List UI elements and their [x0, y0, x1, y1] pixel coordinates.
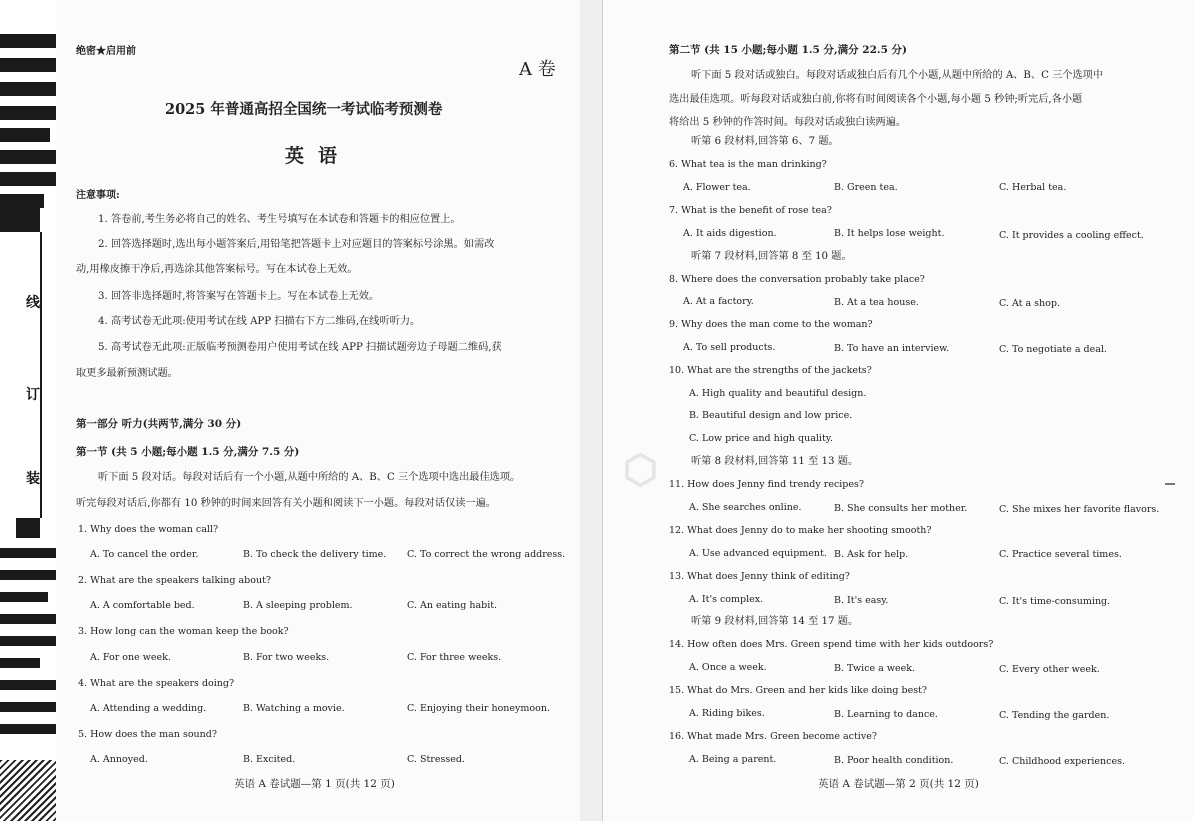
option-b: B. It helps lose weight. — [834, 228, 945, 239]
notice-title: 注意事项: — [76, 190, 120, 201]
edge-mark — [1165, 483, 1175, 485]
option-b: B. She consults her mother. — [834, 503, 968, 514]
question-text: 13. What does Jenny think of editing? — [669, 571, 850, 582]
question-text: 15. What do Mrs. Green and her kids like doing best? — [669, 685, 928, 696]
option-b: B. It's easy. — [834, 595, 889, 606]
option-b: B. At a tea house. — [834, 297, 919, 308]
option-a: A. High quality and beautiful design. — [689, 388, 867, 399]
exam-title: 2025 年普通高招全国统一考试临考预测卷 — [165, 101, 443, 118]
option-c: C. It's time-consuming. — [999, 596, 1111, 607]
paper-label: A 卷 — [519, 59, 556, 80]
option-a: A. Annoyed. — [90, 754, 148, 765]
question-text: 7. What is the benefit of rose tea? — [669, 205, 832, 216]
question-text: 16. What made Mrs. Green become active? — [669, 731, 877, 742]
binding-strip — [0, 0, 56, 821]
material-heading: 听第 9 段材料,回答第 14 至 17 题。 — [691, 616, 859, 627]
notice-line: 动,用橡皮擦干净后,再选涂其他答案标号。写在本试卷上无效。 — [76, 264, 358, 275]
option-b: B. A sleeping problem. — [243, 600, 353, 611]
question-text: 5. How does the man sound? — [78, 729, 217, 740]
question-text: 14. How often does Mrs. Green spend time with her kids outdoors? — [669, 639, 994, 650]
option-b: B. Ask for help. — [834, 549, 909, 560]
question-text: 9. Why does the man come to the woman? — [669, 319, 873, 330]
binding-mark-fold: 订 — [26, 387, 40, 403]
watermark-stamp: ⬡ — [623, 446, 658, 493]
notice-line: 2. 回答选择题时,选出每小题答案后,用铅笔把答题卡上对应题目的答案标号涂黑。如需改 — [98, 239, 495, 250]
option-c: C. Low price and high quality. — [689, 433, 833, 444]
option-a: A. Being a parent. — [689, 754, 777, 765]
option-a: A. To sell products. — [683, 342, 776, 353]
section-intro: 听完每段对话后,你都有 10 秒钟的时间来回答有关小题和阅读下一小题。每段对话仅读一遍。 — [76, 498, 496, 509]
option-a: A. At a factory. — [683, 296, 754, 307]
option-c: C. She mixes her favorite flavors. — [999, 504, 1160, 515]
option-c: C. It provides a cooling effect. — [999, 230, 1144, 241]
notice-line: 取更多最新预测试题。 — [76, 368, 178, 379]
option-b: B. Learning to dance. — [834, 709, 938, 720]
option-b: B. Twice a week. — [834, 663, 915, 674]
question-text: 11. How does Jenny find trendy recipes? — [669, 479, 864, 490]
option-c: C. For three weeks. — [407, 652, 502, 663]
question-text: 2. What are the speakers talking about? — [78, 575, 271, 586]
notice-line: 3. 回答非选择题时,将答案写在答题卡上。写在本试卷上无效。 — [98, 291, 380, 302]
option-b: B. To have an interview. — [834, 343, 950, 354]
question-text: 1. Why does the woman call? — [78, 524, 219, 535]
section-title: 第一节 (共 5 小题;每小题 1.5 分,满分 7.5 分) — [76, 446, 300, 458]
option-c: C. Herbal tea. — [999, 182, 1067, 193]
material-heading: 听第 8 段材料,回答第 11 至 13 题。 — [691, 456, 859, 467]
section-intro: 选出最佳选项。听每段对话或独白前,你将有时间阅读各个小题,每小题 5 秒钟;听完后,各小题 — [669, 94, 1083, 105]
option-b: B. Watching a movie. — [243, 703, 345, 714]
option-c: C. Every other week. — [999, 664, 1100, 675]
option-c: C. Stressed. — [407, 754, 465, 765]
page-footer: 英语 A 卷试题—第 1 页(共 12 页) — [234, 778, 395, 790]
option-c: C. Practice several times. — [999, 549, 1122, 560]
question-text: 12. What does Jenny do to make her shooting smooth? — [669, 525, 932, 536]
binding-mark-line: 线 — [26, 295, 40, 311]
option-c: C. At a shop. — [999, 298, 1060, 309]
section-title: 第二节 (共 15 小题;每小题 1.5 分,满分 22.5 分) — [669, 44, 908, 56]
exam-page-2 — [602, 0, 1193, 821]
option-c: C. Enjoying their honeymoon. — [407, 703, 551, 714]
question-text: 8. Where does the conversation probably take place? — [669, 274, 925, 285]
notice-line: 1. 答卷前,考生务必将自己的姓名、考生号填写在本试卷和答题卡的相应位置上。 — [98, 214, 461, 225]
notice-line: 5. 高考试卷无此项:正版临考预测卷用户使用考试在线 APP 扫描试题旁边子母题二维码,获 — [98, 342, 502, 353]
page-gutter — [580, 0, 602, 821]
option-a: A. Use advanced equipment. — [689, 548, 827, 559]
option-a: A. To cancel the order. — [90, 549, 199, 560]
option-c: C. Tending the garden. — [999, 710, 1110, 721]
option-b: B. Excited. — [243, 754, 296, 765]
part-title: 第一部分 听力(共两节,满分 30 分) — [76, 418, 242, 430]
binding-mark-bind: 装 — [26, 471, 40, 487]
option-c: C. To negotiate a deal. — [999, 344, 1107, 355]
section-intro: 听下面 5 段对话或独白。每段对话或独白后有几个小题,从题中所给的 A、B、C 三个选项中 — [691, 70, 1104, 81]
section-intro: 将给出 5 秒钟的作答时间。每段对话或独白读两遍。 — [669, 117, 907, 128]
page-footer: 英语 A 卷试题—第 2 页(共 12 页) — [818, 778, 979, 790]
option-a: A. She searches online. — [689, 502, 802, 513]
material-heading: 听第 6 段材料,回答第 6、7 题。 — [691, 136, 839, 147]
option-a: A. Flower tea. — [683, 182, 751, 193]
option-b: B. Green tea. — [834, 182, 898, 193]
option-c: C. An eating habit. — [407, 600, 498, 611]
material-heading: 听第 7 段材料,回答第 8 至 10 题。 — [691, 251, 852, 262]
option-c: C. Childhood experiences. — [999, 756, 1126, 767]
option-a: A. A comfortable bed. — [90, 600, 195, 611]
option-b: B. To check the delivery time. — [243, 549, 387, 560]
subject-title: 英语 — [285, 145, 352, 167]
option-a: A. It's complex. — [689, 594, 764, 605]
option-a: A. For one week. — [90, 652, 171, 663]
notice-line: 4. 高考试卷无此项:使用考试在线 APP 扫描右下方二维码,在线听听力。 — [98, 316, 421, 327]
question-text: 10. What are the strengths of the jackets? — [669, 365, 872, 376]
option-b: B. For two weeks. — [243, 652, 330, 663]
question-text: 3. How long can the woman keep the book? — [78, 626, 289, 637]
exam-page-1 — [0, 0, 580, 821]
option-a: A. Once a week. — [689, 662, 767, 673]
section-intro: 听下面 5 段对话。每段对话后有一个小题,从题中所给的 A、B、C 三个选项中选出最佳选项。 — [98, 472, 521, 483]
option-a: A. Riding bikes. — [689, 708, 765, 719]
option-a: A. It aids digestion. — [683, 228, 777, 239]
option-b: B. Poor health condition. — [834, 755, 954, 766]
option-a: A. Attending a wedding. — [90, 703, 207, 714]
option-c: C. To correct the wrong address. — [407, 549, 566, 560]
question-text: 4. What are the speakers doing? — [78, 678, 235, 689]
question-text: 6. What tea is the man drinking? — [669, 159, 827, 170]
option-b: B. Beautiful design and low price. — [689, 410, 853, 421]
secret-label: 绝密★启用前 — [76, 46, 136, 57]
